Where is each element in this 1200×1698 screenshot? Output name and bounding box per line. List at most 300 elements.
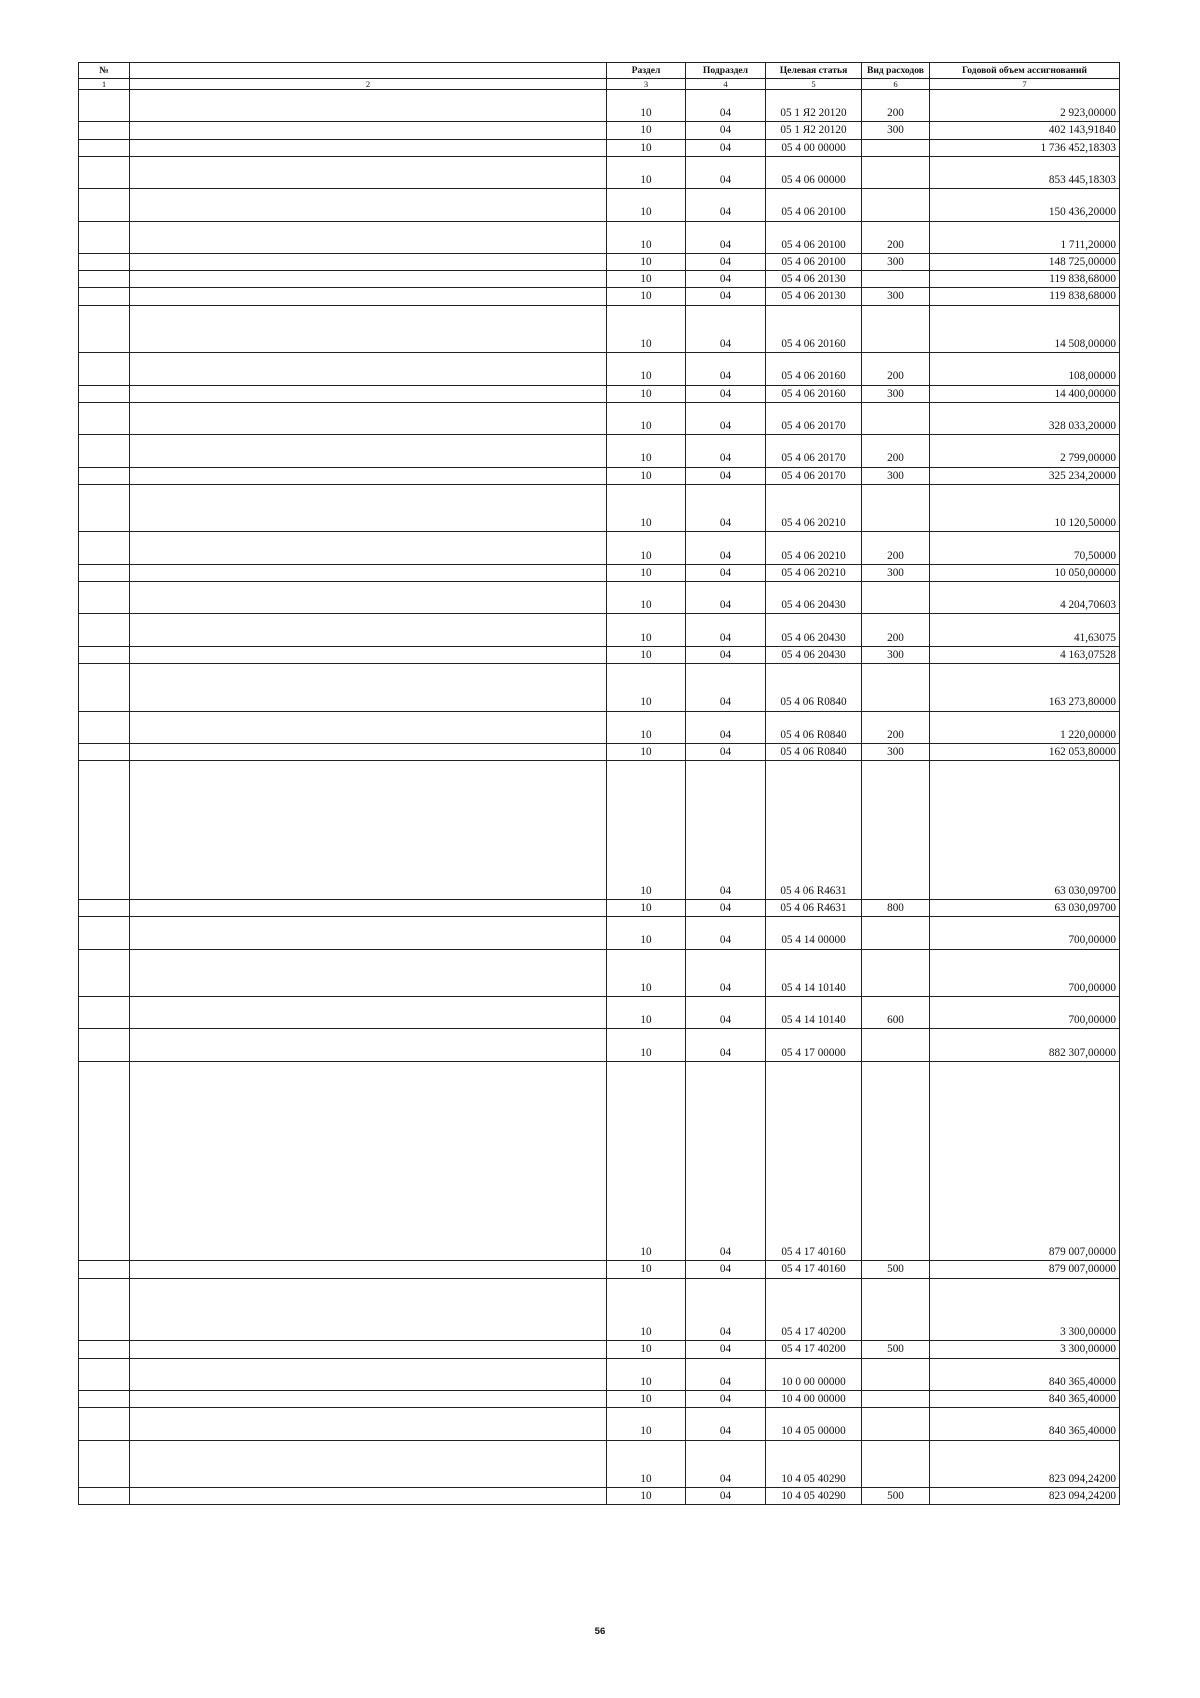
row-name-cell bbox=[130, 271, 607, 288]
row-name-cell bbox=[130, 711, 607, 743]
row-podrazdel-cell: 04 bbox=[686, 1278, 766, 1341]
table-row bbox=[79, 139, 1120, 156]
row-number-cell bbox=[79, 711, 130, 743]
row-razdel-cell: 10 bbox=[607, 743, 686, 760]
row-razdel-cell: 10 bbox=[607, 271, 686, 288]
table-row bbox=[79, 997, 1120, 1029]
table-row bbox=[79, 1029, 1120, 1061]
row-number-cell bbox=[79, 663, 130, 711]
header-row bbox=[79, 63, 1120, 79]
row-vid-cell bbox=[862, 1278, 930, 1341]
row-name-cell bbox=[130, 122, 607, 139]
row-number-cell bbox=[79, 122, 130, 139]
row-vid-cell: 300 bbox=[862, 385, 930, 402]
row-vid-cell bbox=[862, 1408, 930, 1440]
row-name-cell bbox=[130, 564, 607, 581]
row-sum-cell: 10 050,00000 bbox=[930, 564, 1120, 581]
row-podrazdel-cell: 04 bbox=[686, 189, 766, 221]
row-sum-cell: 4 163,07528 bbox=[930, 646, 1120, 663]
row-vid-cell: 300 bbox=[862, 646, 930, 663]
header-podrazdel: Подраздел bbox=[686, 63, 766, 79]
row-podrazdel-cell: 04 bbox=[686, 467, 766, 484]
row-razdel-cell: 10 bbox=[607, 353, 686, 385]
row-number-cell bbox=[79, 139, 130, 156]
table-row bbox=[79, 899, 1120, 916]
row-celevaya-cell: 05 4 06 R0840 bbox=[766, 743, 862, 760]
row-number-cell bbox=[79, 1341, 130, 1358]
table-row bbox=[79, 646, 1120, 663]
row-sum-cell: 402 143,91840 bbox=[930, 122, 1120, 139]
row-number-cell bbox=[79, 1029, 130, 1061]
row-vid-cell bbox=[862, 271, 930, 288]
row-number-cell bbox=[79, 435, 130, 467]
row-vid-cell: 200 bbox=[862, 221, 930, 253]
row-razdel-cell: 10 bbox=[607, 288, 686, 305]
row-razdel-cell: 10 bbox=[607, 532, 686, 564]
table-row bbox=[79, 385, 1120, 402]
table-row bbox=[79, 581, 1120, 613]
row-name-cell bbox=[130, 646, 607, 663]
row-podrazdel-cell: 04 bbox=[686, 564, 766, 581]
row-sum-cell: 700,00000 bbox=[930, 949, 1120, 997]
table-row bbox=[79, 122, 1120, 139]
row-celevaya-cell: 05 4 14 10140 bbox=[766, 997, 862, 1029]
row-razdel-cell: 10 bbox=[607, 1391, 686, 1408]
row-vid-cell bbox=[862, 1391, 930, 1408]
row-vid-cell: 500 bbox=[862, 1261, 930, 1278]
row-razdel-cell: 10 bbox=[607, 899, 686, 916]
row-podrazdel-cell: 04 bbox=[686, 402, 766, 434]
row-number-cell bbox=[79, 564, 130, 581]
row-celevaya-cell: 05 4 06 00000 bbox=[766, 156, 862, 188]
row-podrazdel-cell: 04 bbox=[686, 1261, 766, 1278]
row-name-cell bbox=[130, 353, 607, 385]
row-vid-cell bbox=[862, 1440, 930, 1488]
row-podrazdel-cell: 04 bbox=[686, 253, 766, 270]
row-vid-cell bbox=[862, 581, 930, 613]
row-sum-cell: 2 799,00000 bbox=[930, 435, 1120, 467]
row-podrazdel-cell: 04 bbox=[686, 1488, 766, 1505]
row-name-cell bbox=[130, 156, 607, 188]
row-sum-cell: 63 030,09700 bbox=[930, 761, 1120, 900]
row-celevaya-cell: 05 4 06 20130 bbox=[766, 271, 862, 288]
row-number-cell bbox=[79, 532, 130, 564]
row-name-cell bbox=[130, 614, 607, 646]
row-vid-cell: 300 bbox=[862, 122, 930, 139]
row-vid-cell bbox=[862, 402, 930, 434]
header-razdel: Раздел bbox=[607, 63, 686, 79]
row-name-cell bbox=[130, 90, 607, 122]
row-number-cell bbox=[79, 1358, 130, 1390]
row-razdel-cell: 10 bbox=[607, 917, 686, 949]
row-podrazdel-cell: 04 bbox=[686, 646, 766, 663]
row-celevaya-cell: 05 4 17 40160 bbox=[766, 1261, 862, 1278]
header-vid-rashodov: Вид расходов bbox=[862, 63, 930, 79]
table-row bbox=[79, 917, 1120, 949]
column-number: 3 bbox=[607, 79, 686, 90]
row-sum-cell: 14 400,00000 bbox=[930, 385, 1120, 402]
row-razdel-cell: 10 bbox=[607, 1440, 686, 1488]
table-row bbox=[79, 484, 1120, 532]
row-number-cell bbox=[79, 221, 130, 253]
row-podrazdel-cell: 04 bbox=[686, 271, 766, 288]
row-podrazdel-cell: 04 bbox=[686, 1440, 766, 1488]
table-row bbox=[79, 711, 1120, 743]
row-podrazdel-cell: 04 bbox=[686, 743, 766, 760]
row-celevaya-cell: 05 1 Я2 20120 bbox=[766, 90, 862, 122]
row-podrazdel-cell: 04 bbox=[686, 761, 766, 900]
header-number: № bbox=[79, 63, 130, 79]
row-celevaya-cell: 05 4 06 20160 bbox=[766, 305, 862, 353]
row-celevaya-cell: 10 0 00 00000 bbox=[766, 1358, 862, 1390]
row-sum-cell: 2 923,00000 bbox=[930, 90, 1120, 122]
row-vid-cell: 200 bbox=[862, 353, 930, 385]
row-sum-cell: 162 053,80000 bbox=[930, 743, 1120, 760]
row-celevaya-cell: 05 4 06 20430 bbox=[766, 646, 862, 663]
row-razdel-cell: 10 bbox=[607, 1278, 686, 1341]
row-vid-cell: 300 bbox=[862, 564, 930, 581]
row-podrazdel-cell: 04 bbox=[686, 1358, 766, 1390]
row-podrazdel-cell: 04 bbox=[686, 1341, 766, 1358]
column-number: 4 bbox=[686, 79, 766, 90]
row-razdel-cell: 10 bbox=[607, 1408, 686, 1440]
row-number-cell bbox=[79, 385, 130, 402]
row-podrazdel-cell: 04 bbox=[686, 532, 766, 564]
row-razdel-cell: 10 bbox=[607, 564, 686, 581]
table-row bbox=[79, 1278, 1120, 1341]
row-name-cell bbox=[130, 949, 607, 997]
row-number-cell bbox=[79, 1278, 130, 1341]
row-sum-cell: 823 094,24200 bbox=[930, 1440, 1120, 1488]
row-number-cell bbox=[79, 1391, 130, 1408]
row-celevaya-cell: 05 4 17 40160 bbox=[766, 1061, 862, 1261]
row-number-cell bbox=[79, 949, 130, 997]
row-sum-cell: 150 436,20000 bbox=[930, 189, 1120, 221]
row-name-cell bbox=[130, 385, 607, 402]
row-razdel-cell: 10 bbox=[607, 949, 686, 997]
row-celevaya-cell: 05 4 06 20170 bbox=[766, 402, 862, 434]
row-vid-cell: 600 bbox=[862, 997, 930, 1029]
row-razdel-cell: 10 bbox=[607, 581, 686, 613]
column-number: 1 bbox=[79, 79, 130, 90]
row-vid-cell: 300 bbox=[862, 743, 930, 760]
row-podrazdel-cell: 04 bbox=[686, 899, 766, 916]
row-number-cell bbox=[79, 402, 130, 434]
row-name-cell bbox=[130, 1029, 607, 1061]
row-name-cell bbox=[130, 435, 607, 467]
row-celevaya-cell: 05 4 17 40200 bbox=[766, 1278, 862, 1341]
row-number-cell bbox=[79, 899, 130, 916]
table-row bbox=[79, 1341, 1120, 1358]
row-podrazdel-cell: 04 bbox=[686, 663, 766, 711]
row-number-cell bbox=[79, 467, 130, 484]
row-number-cell bbox=[79, 997, 130, 1029]
row-name-cell bbox=[130, 1261, 607, 1278]
row-celevaya-cell: 05 4 00 00000 bbox=[766, 139, 862, 156]
budget-allocation-table bbox=[78, 62, 1120, 1505]
row-sum-cell: 70,50000 bbox=[930, 532, 1120, 564]
column-number: 2 bbox=[130, 79, 607, 90]
row-podrazdel-cell: 04 bbox=[686, 305, 766, 353]
table-row bbox=[79, 564, 1120, 581]
row-sum-cell: 823 094,24200 bbox=[930, 1488, 1120, 1505]
row-sum-cell: 108,00000 bbox=[930, 353, 1120, 385]
row-podrazdel-cell: 04 bbox=[686, 90, 766, 122]
row-name-cell bbox=[130, 997, 607, 1029]
row-number-cell bbox=[79, 271, 130, 288]
row-celevaya-cell: 05 4 06 20210 bbox=[766, 564, 862, 581]
row-celevaya-cell: 05 4 06 20100 bbox=[766, 189, 862, 221]
row-number-cell bbox=[79, 484, 130, 532]
row-razdel-cell: 10 bbox=[607, 139, 686, 156]
row-name-cell bbox=[130, 1488, 607, 1505]
row-vid-cell bbox=[862, 139, 930, 156]
row-sum-cell: 14 508,00000 bbox=[930, 305, 1120, 353]
row-name-cell bbox=[130, 189, 607, 221]
row-celevaya-cell: 05 4 06 20210 bbox=[766, 532, 862, 564]
row-sum-cell: 882 307,00000 bbox=[930, 1029, 1120, 1061]
row-sum-cell: 879 007,00000 bbox=[930, 1261, 1120, 1278]
row-podrazdel-cell: 04 bbox=[686, 1029, 766, 1061]
row-podrazdel-cell: 04 bbox=[686, 139, 766, 156]
row-vid-cell: 500 bbox=[862, 1488, 930, 1505]
row-vid-cell: 200 bbox=[862, 711, 930, 743]
table-row bbox=[79, 532, 1120, 564]
row-number-cell bbox=[79, 614, 130, 646]
row-number-cell bbox=[79, 156, 130, 188]
row-vid-cell bbox=[862, 305, 930, 353]
row-name-cell bbox=[130, 139, 607, 156]
row-podrazdel-cell: 04 bbox=[686, 581, 766, 613]
row-razdel-cell: 10 bbox=[607, 997, 686, 1029]
row-razdel-cell: 10 bbox=[607, 467, 686, 484]
row-razdel-cell: 10 bbox=[607, 1488, 686, 1505]
row-name-cell bbox=[130, 1061, 607, 1261]
row-sum-cell: 4 204,70603 bbox=[930, 581, 1120, 613]
table-row bbox=[79, 156, 1120, 188]
row-name-cell bbox=[130, 253, 607, 270]
row-vid-cell bbox=[862, 761, 930, 900]
row-name-cell bbox=[130, 663, 607, 711]
row-razdel-cell: 10 bbox=[607, 711, 686, 743]
row-name-cell bbox=[130, 288, 607, 305]
row-name-cell bbox=[130, 1408, 607, 1440]
table-row bbox=[79, 402, 1120, 434]
table-row bbox=[79, 90, 1120, 122]
row-razdel-cell: 10 bbox=[607, 253, 686, 270]
row-sum-cell: 1 736 452,18303 bbox=[930, 139, 1120, 156]
table-row bbox=[79, 663, 1120, 711]
row-vid-cell bbox=[862, 949, 930, 997]
row-celevaya-cell: 05 4 06 20160 bbox=[766, 353, 862, 385]
row-sum-cell: 163 273,80000 bbox=[930, 663, 1120, 711]
column-number: 6 bbox=[862, 79, 930, 90]
row-number-cell bbox=[79, 90, 130, 122]
row-name-cell bbox=[130, 581, 607, 613]
row-sum-cell: 119 838,68000 bbox=[930, 288, 1120, 305]
row-podrazdel-cell: 04 bbox=[686, 614, 766, 646]
row-name-cell bbox=[130, 532, 607, 564]
table-row bbox=[79, 1061, 1120, 1261]
row-name-cell bbox=[130, 484, 607, 532]
row-celevaya-cell: 10 4 05 00000 bbox=[766, 1408, 862, 1440]
row-podrazdel-cell: 04 bbox=[686, 949, 766, 997]
row-name-cell bbox=[130, 1358, 607, 1390]
table-row bbox=[79, 1408, 1120, 1440]
row-vid-cell bbox=[862, 663, 930, 711]
row-podrazdel-cell: 04 bbox=[686, 156, 766, 188]
row-vid-cell bbox=[862, 1029, 930, 1061]
row-vid-cell: 200 bbox=[862, 435, 930, 467]
column-number: 7 bbox=[930, 79, 1120, 90]
row-celevaya-cell: 05 4 06 R4631 bbox=[766, 899, 862, 916]
row-number-cell bbox=[79, 1440, 130, 1488]
row-razdel-cell: 10 bbox=[607, 156, 686, 188]
row-name-cell bbox=[130, 305, 607, 353]
row-number-cell bbox=[79, 1488, 130, 1505]
row-celevaya-cell: 10 4 05 40290 bbox=[766, 1488, 862, 1505]
table-row bbox=[79, 435, 1120, 467]
row-sum-cell: 1 220,00000 bbox=[930, 711, 1120, 743]
row-name-cell bbox=[130, 1341, 607, 1358]
row-number-cell bbox=[79, 1061, 130, 1261]
row-name-cell bbox=[130, 221, 607, 253]
row-name-cell bbox=[130, 1278, 607, 1341]
row-razdel-cell: 10 bbox=[607, 484, 686, 532]
row-celevaya-cell: 05 4 06 20170 bbox=[766, 467, 862, 484]
row-celevaya-cell: 05 4 06 20100 bbox=[766, 253, 862, 270]
table-row bbox=[79, 1391, 1120, 1408]
table-row bbox=[79, 288, 1120, 305]
table-row bbox=[79, 949, 1120, 997]
row-name-cell bbox=[130, 402, 607, 434]
row-vid-cell bbox=[862, 1358, 930, 1390]
table-row bbox=[79, 1488, 1120, 1505]
table-row bbox=[79, 271, 1120, 288]
table-row bbox=[79, 353, 1120, 385]
row-razdel-cell: 10 bbox=[607, 90, 686, 122]
row-number-cell bbox=[79, 646, 130, 663]
row-number-cell bbox=[79, 253, 130, 270]
row-name-cell bbox=[130, 467, 607, 484]
page-number: 56 bbox=[594, 1626, 606, 1637]
row-sum-cell: 3 300,00000 bbox=[930, 1341, 1120, 1358]
row-name-cell bbox=[130, 899, 607, 916]
row-celevaya-cell: 05 4 06 20210 bbox=[766, 484, 862, 532]
row-celevaya-cell: 05 4 06 20170 bbox=[766, 435, 862, 467]
row-podrazdel-cell: 04 bbox=[686, 997, 766, 1029]
row-celevaya-cell: 05 4 14 10140 bbox=[766, 949, 862, 997]
row-vid-cell bbox=[862, 917, 930, 949]
row-sum-cell: 41,63075 bbox=[930, 614, 1120, 646]
table-row bbox=[79, 743, 1120, 760]
row-celevaya-cell: 05 4 06 20430 bbox=[766, 581, 862, 613]
row-celevaya-cell: 05 4 06 20160 bbox=[766, 385, 862, 402]
row-sum-cell: 325 234,20000 bbox=[930, 467, 1120, 484]
row-celevaya-cell: 05 4 06 R0840 bbox=[766, 663, 862, 711]
row-sum-cell: 840 365,40000 bbox=[930, 1358, 1120, 1390]
row-sum-cell: 3 300,00000 bbox=[930, 1278, 1120, 1341]
row-sum-cell: 328 033,20000 bbox=[930, 402, 1120, 434]
row-number-cell bbox=[79, 353, 130, 385]
row-name-cell bbox=[130, 761, 607, 900]
row-vid-cell: 300 bbox=[862, 253, 930, 270]
row-name-cell bbox=[130, 743, 607, 760]
row-sum-cell: 10 120,50000 bbox=[930, 484, 1120, 532]
row-sum-cell: 119 838,68000 bbox=[930, 271, 1120, 288]
row-podrazdel-cell: 04 bbox=[686, 917, 766, 949]
row-razdel-cell: 10 bbox=[607, 122, 686, 139]
row-razdel-cell: 10 bbox=[607, 614, 686, 646]
row-vid-cell: 300 bbox=[862, 288, 930, 305]
budget-table-container bbox=[78, 62, 1119, 1505]
row-celevaya-cell: 05 4 06 20100 bbox=[766, 221, 862, 253]
row-sum-cell: 1 711,20000 bbox=[930, 221, 1120, 253]
column-number: 5 bbox=[766, 79, 862, 90]
table-row bbox=[79, 1440, 1120, 1488]
row-name-cell bbox=[130, 1391, 607, 1408]
row-number-cell bbox=[79, 305, 130, 353]
row-razdel-cell: 10 bbox=[607, 761, 686, 900]
row-number-cell bbox=[79, 761, 130, 900]
row-razdel-cell: 10 bbox=[607, 646, 686, 663]
row-razdel-cell: 10 bbox=[607, 402, 686, 434]
header-godovoy-obem: Годовой объем ассигнований bbox=[930, 63, 1120, 79]
row-vid-cell: 500 bbox=[862, 1341, 930, 1358]
row-podrazdel-cell: 04 bbox=[686, 711, 766, 743]
row-razdel-cell: 10 bbox=[607, 221, 686, 253]
row-vid-cell: 200 bbox=[862, 90, 930, 122]
row-sum-cell: 63 030,09700 bbox=[930, 899, 1120, 916]
row-vid-cell: 200 bbox=[862, 614, 930, 646]
row-number-cell bbox=[79, 189, 130, 221]
row-celevaya-cell: 05 4 17 00000 bbox=[766, 1029, 862, 1061]
row-vid-cell bbox=[862, 156, 930, 188]
row-razdel-cell: 10 bbox=[607, 189, 686, 221]
row-podrazdel-cell: 04 bbox=[686, 288, 766, 305]
row-number-cell bbox=[79, 1408, 130, 1440]
row-celevaya-cell: 05 4 17 40200 bbox=[766, 1341, 862, 1358]
header-celevaya-statya: Целевая статья bbox=[766, 63, 862, 79]
row-razdel-cell: 10 bbox=[607, 1029, 686, 1061]
table-row bbox=[79, 221, 1120, 253]
table-row bbox=[79, 1261, 1120, 1278]
table-row bbox=[79, 253, 1120, 270]
row-celevaya-cell: 05 4 14 00000 bbox=[766, 917, 862, 949]
row-celevaya-cell: 10 4 05 40290 bbox=[766, 1440, 862, 1488]
row-celevaya-cell: 05 1 Я2 20120 bbox=[766, 122, 862, 139]
row-celevaya-cell: 05 4 06 20130 bbox=[766, 288, 862, 305]
row-celevaya-cell: 10 4 00 00000 bbox=[766, 1391, 862, 1408]
table-row bbox=[79, 305, 1120, 353]
row-podrazdel-cell: 04 bbox=[686, 1061, 766, 1261]
table-row bbox=[79, 761, 1120, 900]
row-vid-cell bbox=[862, 484, 930, 532]
row-celevaya-cell: 05 4 06 20430 bbox=[766, 614, 862, 646]
row-podrazdel-cell: 04 bbox=[686, 122, 766, 139]
row-sum-cell: 853 445,18303 bbox=[930, 156, 1120, 188]
row-vid-cell: 300 bbox=[862, 467, 930, 484]
row-razdel-cell: 10 bbox=[607, 1261, 686, 1278]
table-row bbox=[79, 467, 1120, 484]
row-podrazdel-cell: 04 bbox=[686, 1391, 766, 1408]
row-vid-cell bbox=[862, 189, 930, 221]
row-vid-cell bbox=[862, 1061, 930, 1261]
row-razdel-cell: 10 bbox=[607, 435, 686, 467]
header-name bbox=[130, 63, 607, 79]
row-razdel-cell: 10 bbox=[607, 1061, 686, 1261]
row-razdel-cell: 10 bbox=[607, 385, 686, 402]
